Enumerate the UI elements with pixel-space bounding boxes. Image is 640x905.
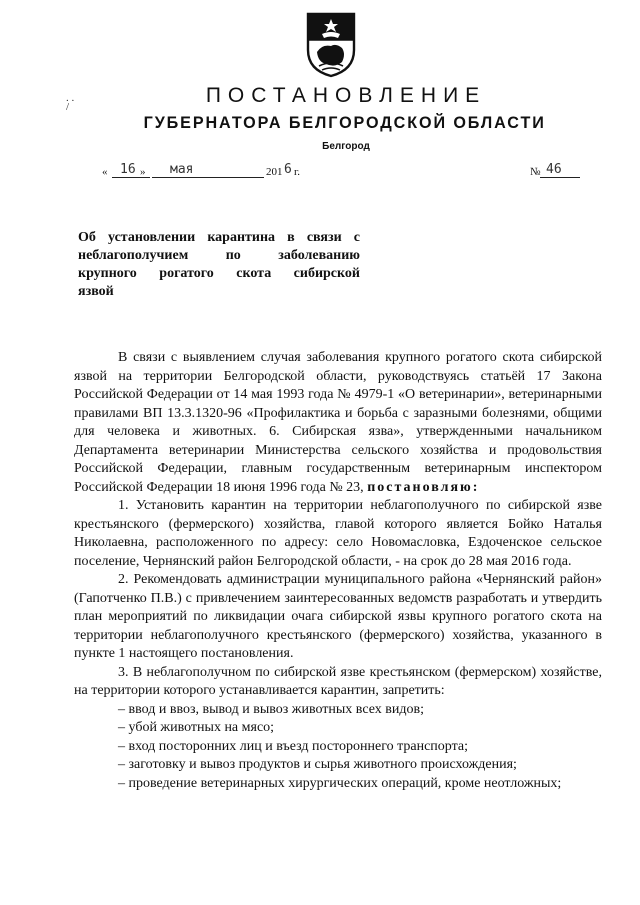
clause-1: 1. Установить карантин на территории неблагополучного по сибирской язве крестьянского (фермерского) хозяйства, главой которого является Бойко Наталья Николаевна, расположенного по адресу: село Новомасловка, Ездоченское сельское поселение, Чернянский район Белгородской области, - на срок до 28 мая 2016 года. xyxy=(74,498,602,569)
coat-of-arms-emblem xyxy=(302,10,360,78)
date-line xyxy=(102,162,582,182)
day-underline xyxy=(112,177,150,178)
heading-word: крупного xyxy=(78,266,137,281)
date-day: 16 xyxy=(120,162,136,177)
margin-mark: . . / xyxy=(66,92,75,113)
month-underline xyxy=(152,177,264,178)
heading-word: с xyxy=(353,230,360,245)
heading-line xyxy=(78,247,360,265)
date-year-suffix: 6 xyxy=(284,162,292,177)
document-heading xyxy=(78,229,360,301)
list-item: – заготовку и вывоз продуктов и сырья животного происхождения; xyxy=(118,757,517,772)
number-underline xyxy=(540,177,580,178)
list-item: – вход посторонних лиц и въезд постороннего транспорта; xyxy=(118,738,468,754)
heading-word: скота xyxy=(236,266,272,281)
heading-word: сибирской xyxy=(293,266,360,281)
prohibitions-list xyxy=(74,701,602,794)
date-year-unit: г. xyxy=(294,166,301,178)
city-name: Белгород xyxy=(322,141,370,152)
heading-word: в xyxy=(287,230,295,245)
decree-word: постановляю: xyxy=(367,479,480,495)
heading-word: установлении xyxy=(108,230,196,245)
heading-line xyxy=(78,229,360,247)
list-item: – проведение ветеринарных хирургических операций, кроме неотложных; xyxy=(118,775,562,791)
list-item: – убой животных на мясо; xyxy=(118,720,275,735)
clause-2: 2. Рекомендовать администрации муниципального района «Чернянский район» (Гапотченко П.В.) с привлечением заинтересованных ведомств разработать и утвердить план мероприятий по ликвидации очага сибирской язвы крупного рогатого скота на территории неблагополучного крестьянского (фермерского) хозяйства, указанного в пункте 1 настоящего постановления. xyxy=(74,572,602,661)
date-month: мая xyxy=(170,162,194,177)
list-item: – ввод и ввоз, вывод и вывоз животных всех видов; xyxy=(118,701,424,717)
heading-word: заболеванию xyxy=(278,248,360,263)
heading-word: связи xyxy=(306,230,342,245)
heading-word: неблагополучием xyxy=(78,248,189,263)
clause-3: 3. В неблагополучном по сибирской язве крестьянском (фермерском) хозяйстве, на территории которого устанавливается карантин, запретить: xyxy=(74,664,602,698)
issuer-title: ГУБЕРНАТОРА БЕЛГОРОДСКОЙ ОБЛАСТИ xyxy=(143,113,546,132)
heading-word: карантина xyxy=(207,230,276,245)
date-quote-close: » xyxy=(140,166,146,178)
number-label: № xyxy=(530,166,541,178)
date-quote-open: « xyxy=(102,166,108,178)
document-body xyxy=(74,349,602,793)
document-number: 46 xyxy=(546,162,562,177)
document-type-title: ПОСТАНОВЛЕНИЕ xyxy=(205,84,487,107)
heading-word: Об xyxy=(78,230,96,245)
heading-line: язвой xyxy=(78,284,114,299)
heading-word: по xyxy=(225,248,241,263)
heading-word: рогатого xyxy=(159,266,214,281)
preamble-paragraph: В связи с выявлением случая заболевания крупного рогатого скота сибирской язвой на территории Белгородской области, руководствуясь статьёй 17 Закона Российской Федерации от 14 мая 1993 года № 4979-1 «О ветеринарии», ветеринарными правилами ВП 13.3.1320-96 «Профилактика и борьба с заразными болезнями, общими для человека и животных. 6. Сибирская язва», утвержденными начальником Департамента ветеринарии Министерства сельского хозяйства и продовольствия Российской Федерации, главным государственным ветеринарным инспектором Российской Федерации 18 июня 1996 года № 23, постановляю: xyxy=(74,350,602,495)
date-year-prefix: 201 xyxy=(266,166,283,178)
heading-line xyxy=(78,265,360,283)
